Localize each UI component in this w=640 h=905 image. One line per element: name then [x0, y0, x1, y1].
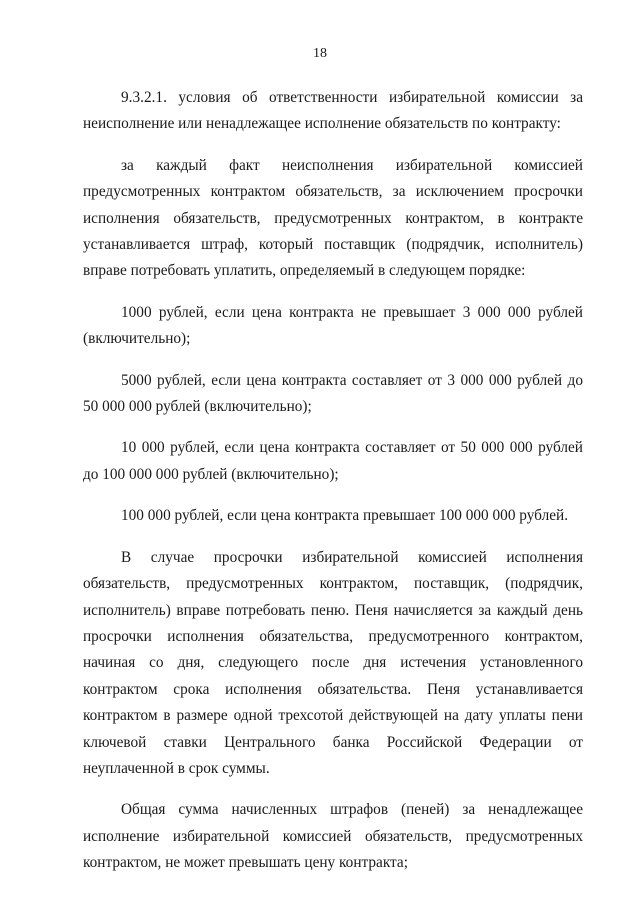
paragraph-penalty: В случае просрочки избирательной комиссией исполнения обязательств, предусмотренных контрактом, поставщик, (подрядчик, исполнитель) вправе потребовать пеню. Пеня начисляется за каждый день просрочки исполнения обязательства, предусмотренного контрактом, начиная со дня, следующего после дня истечения установленного контрактом срока исполнения обязательства. Пеня устанавливается контрактом в размере одной трехсотой действующей на дату уплаты пени ключевой ставки Центрального банка Российской Федерации от неуплаченной в срок суммы. — [83, 548, 583, 777]
paragraph-clause-9-3-2-1: 9.3.2.1. условия об ответственности избирательной комиссии за неисполнение или ненадлежащее исполнение обязательств по контракту: — [83, 89, 583, 133]
document-body — [83, 85, 583, 877]
paragraph-fine-tier-1: 1000 рублей, если цена контракта не превышает 3 000 000 рублей (включительно); — [83, 303, 583, 348]
paragraph-fine-tier-2: 5000 рублей, если цена контракта составляет от 3 000 000 рублей до 50 000 000 рублей (включительно); — [83, 371, 583, 416]
paragraph-total-limit: Общая сумма начисленных штрафов (пеней) за ненадлежащее исполнение избирательной комиссией обязательств, предусмотренных контрактом, не может превышать цену контракта; — [83, 801, 583, 872]
page-number: 18 — [313, 46, 327, 61]
paragraph-fine-condition: за каждый факт неисполнения избирательной комиссией предусмотренных контрактом обязательств, за исключением просрочки исполнения обязательств, предусмотренных контрактом, в контракте устанавливается штраф, который поставщик (подрядчик, исполнитель) вправе потребовать уплатить, определяемый в следующем порядке: — [83, 156, 583, 280]
paragraph-fine-tier-3: 10 000 рублей, если цена контракта составляет от 50 000 000 рублей до 100 000 000 рублей (включительно); — [83, 439, 583, 483]
paragraph-fine-tier-4: 100 000 рублей, если цена контракта превышает 100 000 000 рублей. — [121, 507, 569, 525]
